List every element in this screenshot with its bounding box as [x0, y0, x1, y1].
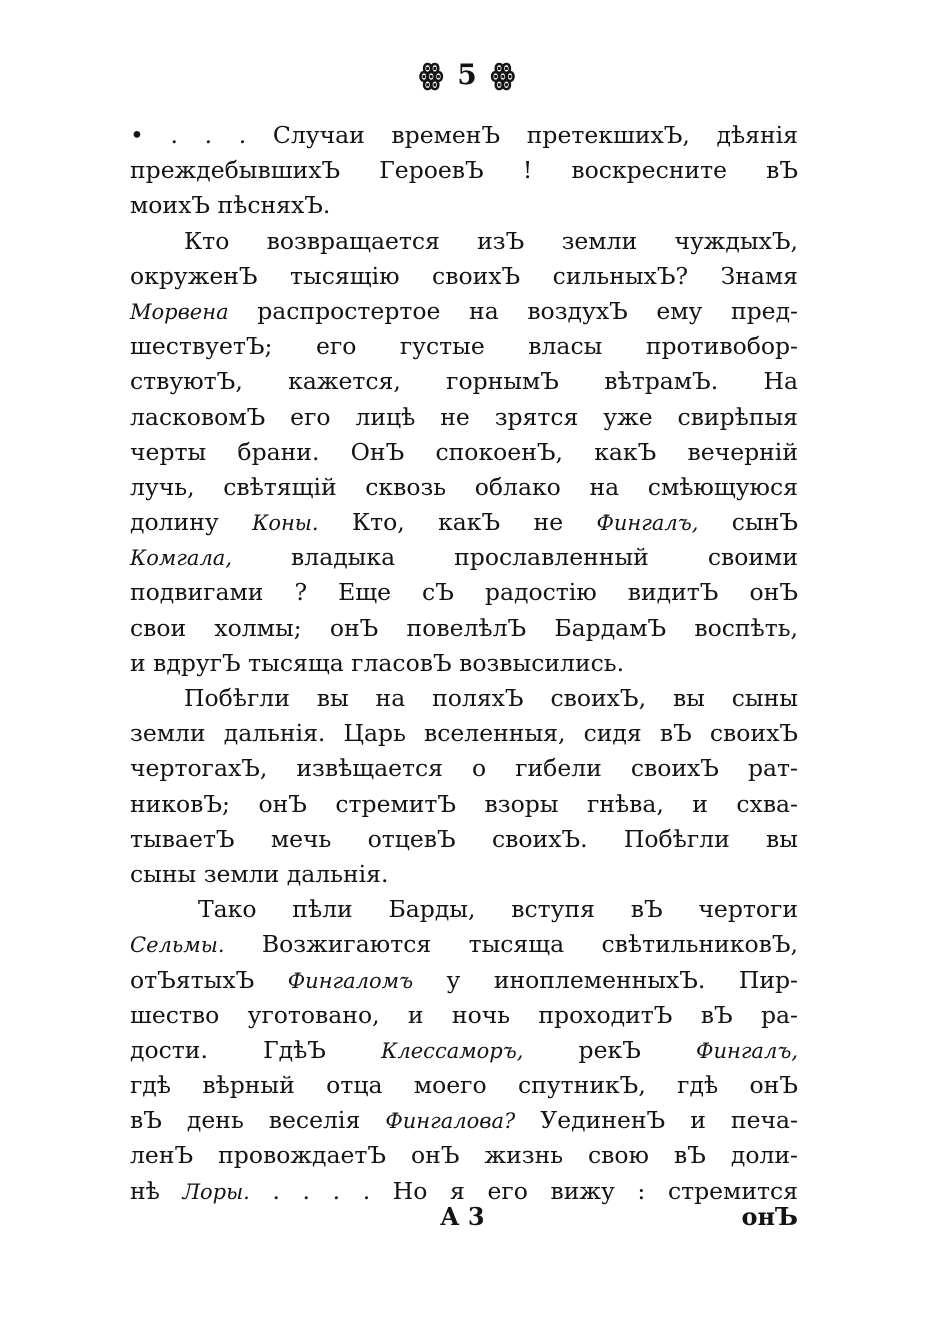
text-line [130, 1068, 798, 1103]
text-line [130, 751, 798, 786]
text-line [130, 998, 798, 1033]
text-segment: Тако пѣли Барды, вступя вЪ чертоги [198, 895, 798, 924]
text-line [130, 611, 798, 646]
text-line [130, 364, 798, 399]
italic-name: Фингалъ, [596, 511, 699, 536]
text-segment: шествуетЪ; его густые власы противобор- [130, 332, 798, 361]
text-segment: владыка прославленный своими [232, 543, 798, 572]
signature-mark: А 3 [440, 1202, 485, 1231]
text-line [130, 1138, 798, 1173]
text-line [130, 259, 798, 294]
text-segment: Кто, какЪ не [318, 508, 597, 537]
text-segment: шество уготовано, и ночь проходитЪ вЪ ра- [130, 1000, 798, 1029]
text-line [130, 505, 798, 540]
text-segment: ствуютЪ, кажется, горнымЪ вѣтрамЪ. На [130, 367, 798, 396]
text-segment: ласковомЪ его лицѣ не зрятся уже свирѣпыя [130, 402, 798, 431]
text-segment: гдѣ вѣрный отца моего спутникЪ, гдѣ онЪ [130, 1071, 798, 1100]
text-segment: . . . . Но я его вижу : стремится [249, 1176, 798, 1205]
italic-name: Фингалъ, [696, 1038, 798, 1063]
text-segment: дости. ГдѣЪ [130, 1035, 382, 1064]
text-segment: преждебывшихЪ ГероевЪ ! воскресните вЪ [130, 156, 798, 185]
italic-name: Коны. [252, 511, 319, 536]
text-line [130, 787, 798, 822]
text-segment: отЪятыхЪ [130, 965, 288, 994]
italic-name: Сельмы. [130, 933, 225, 958]
text-line [130, 927, 798, 962]
text-segment: УединенЪ и печа- [515, 1106, 798, 1135]
text-segment: • . . . Случаи временЪ претекшихЪ, дѣянія [130, 121, 798, 149]
text-line [130, 1033, 798, 1068]
italic-name: Лоры. [182, 1179, 250, 1204]
text-segment: у иноплеменныхЪ. Пир- [413, 965, 798, 994]
page-number-header: ꙮ 5 ꙮ [418, 58, 518, 91]
text-segment: сыны земли дальнія. [130, 859, 389, 888]
text-segment: Побѣгли вы на поляхЪ своихЪ, вы сыны [184, 684, 798, 712]
text-line [130, 294, 798, 329]
text-line [130, 118, 798, 153]
text-line [130, 153, 798, 188]
italic-name: Морвена [130, 299, 229, 324]
text-segment: черты брани. ОнЪ спокоенЪ, какЪ вечерній [130, 437, 798, 466]
text-segment: Возжигаются тысяща свѣтильниковЪ, [224, 930, 798, 959]
italic-name: Фингалова? [385, 1109, 516, 1134]
text-segment: вЪ день веселія [130, 1106, 386, 1135]
text-line [130, 329, 798, 364]
catchword: онЪ [741, 1202, 798, 1231]
text-segment: чертогахЪ, извѣщается о гибели своихЪ рат- [130, 754, 798, 783]
text-segment: моихЪ пѣсняхЪ. [130, 191, 331, 220]
text-line [130, 1103, 798, 1138]
text-segment: распростертое на воздухЪ ему пред- [228, 296, 798, 325]
text-segment: рекЪ [523, 1035, 697, 1064]
text-segment: и вдругЪ тысяща гласовЪ возвысились. [130, 648, 625, 677]
text-line [130, 892, 798, 927]
text-line [130, 540, 798, 575]
italic-name: Комгала, [130, 546, 233, 571]
text-line [130, 716, 798, 751]
text-line [130, 822, 798, 857]
text-segment: свои холмы; онЪ повелѣлЪ БардамЪ воспѣть, [130, 613, 798, 642]
text-line [130, 646, 798, 681]
text-segment: никовЪ; онЪ стремитЪ взоры гнѣва, и схва- [130, 789, 798, 818]
text-line [130, 224, 798, 259]
text-segment: нѣ [130, 1176, 183, 1205]
page-footer [130, 1202, 798, 1236]
text-segment: долину [130, 508, 253, 537]
text-segment: окруженЪ тысящію своихЪ сильныхЪ? Знамя [130, 261, 798, 290]
text-segment: сынЪ [698, 508, 798, 537]
text-segment: ленЪ провождаетЪ онЪ жизнь свою вЪ доли- [130, 1141, 798, 1170]
text-segment: земли дальнія. Царь вселенныя, сидя вЪ своихЪ [130, 719, 798, 748]
italic-name: Клессаморъ, [381, 1038, 524, 1063]
text-segment: тываетЪ мечь отцевЪ своихЪ. Побѣгли вы [130, 824, 798, 853]
text-line [130, 435, 798, 470]
text-line [130, 470, 798, 505]
text-segment: Кто возвращается изЪ земли чуждыхЪ, [184, 226, 798, 255]
text-line [130, 575, 798, 610]
italic-name: Фингаломъ [287, 968, 414, 993]
text-line [130, 681, 798, 716]
text-segment: подвигами ? Еще сЪ радостію видитЪ онЪ [130, 578, 798, 607]
text-segment: лучь, свѣтящій сквозь облако на смѣющуюся [130, 472, 798, 501]
text-line [130, 963, 798, 998]
body-text [130, 118, 798, 1209]
text-line [130, 188, 798, 223]
text-line [130, 400, 798, 435]
text-line [130, 857, 798, 892]
